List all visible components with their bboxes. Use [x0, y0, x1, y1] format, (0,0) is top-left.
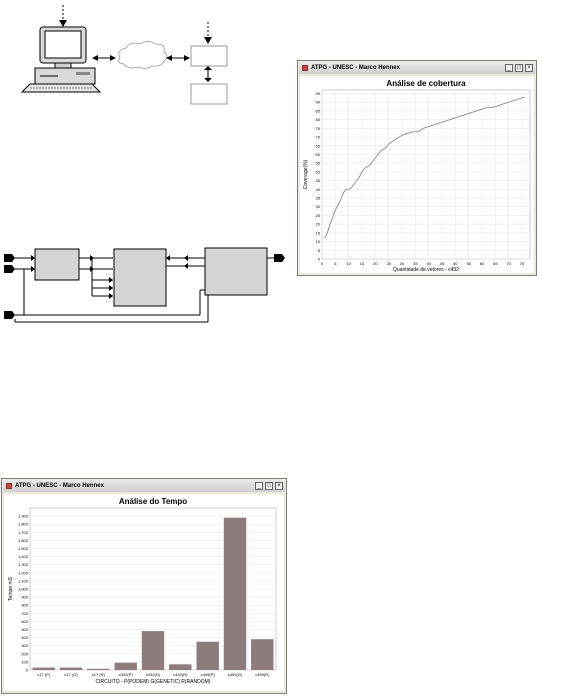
y-tick-label: 0: [25, 667, 28, 673]
x-tick-label: 75: [519, 261, 525, 266]
maximize-button[interactable]: □: [265, 482, 273, 490]
y-tick-label: 0: [317, 256, 320, 262]
x-tick-label: 20: [373, 261, 378, 266]
chart-title: Análise do Tempo: [118, 497, 188, 506]
y-tick-label: 35: [315, 195, 320, 201]
y-tick-label: 200: [21, 651, 28, 657]
block-2: [114, 249, 166, 306]
y-tick-label: 800: [21, 602, 28, 608]
close-button[interactable]: ×: [525, 64, 533, 72]
y-tick-label: 1.600: [17, 537, 28, 543]
y-tick-label: 30: [315, 204, 320, 210]
y-tick-label: 1.900: [17, 513, 28, 519]
plot-frame: [322, 90, 530, 259]
block-1: [35, 249, 79, 280]
maximize-button[interactable]: □: [515, 64, 523, 72]
time-bar: [251, 639, 273, 670]
chart-title: Análise de cobertura: [386, 79, 466, 88]
y-tick-label: 60: [315, 151, 320, 157]
y-tick-label: 75: [315, 125, 320, 131]
block-3: [205, 248, 267, 295]
window-title: ATPG - UNESC - Marco Hennex: [15, 483, 104, 489]
time-bar: [224, 518, 246, 670]
x-tick-label: c499(G): [227, 672, 243, 677]
x-tick-label: 60: [479, 261, 485, 266]
y-tick-label: 100: [21, 659, 28, 665]
app-icon: [302, 65, 308, 71]
x-tick-label: 45: [439, 261, 445, 266]
y-axis-label: Tempo mS: [8, 577, 14, 601]
x-tick-label: 35: [413, 261, 418, 266]
bottom-box: [191, 84, 227, 104]
x-tick-label: 50: [453, 261, 458, 266]
y-tick-label: 1.000: [17, 586, 28, 592]
y-tick-label: 1.200: [17, 570, 28, 576]
x-tick-label: c499(P): [200, 672, 215, 677]
time-bar: [142, 631, 164, 670]
minimize-button[interactable]: _: [255, 482, 263, 490]
top-box: [191, 46, 227, 66]
x-tick-label: 25: [386, 261, 391, 266]
minimize-button[interactable]: _: [505, 64, 513, 72]
x-tick-label: c432(R): [173, 672, 188, 677]
x-tick-label: 70: [506, 261, 511, 266]
y-tick-label: 15: [315, 230, 320, 236]
y-tick-label: 900: [21, 594, 28, 600]
x-tick-label: c432(G): [145, 672, 161, 677]
window-title: ATPG - UNESC - Marco Hennex: [311, 65, 400, 71]
y-tick-label: 50: [315, 169, 320, 175]
time-bar: [115, 663, 137, 670]
y-tick-label: 500: [21, 627, 28, 632]
coverage-window-titlebar[interactable]: [299, 62, 535, 74]
y-tick-label: 40: [315, 186, 320, 192]
y-tick-label: 45: [315, 178, 320, 184]
x-tick-label: c17 (G): [64, 672, 78, 677]
block-diagram: [0, 238, 290, 328]
x-tick-label: 15: [359, 261, 365, 266]
y-tick-label: 400: [21, 635, 28, 641]
y-tick-label: 85: [315, 108, 320, 114]
y-tick-label: 700: [21, 610, 28, 616]
y-tick-label: 1.500: [17, 546, 28, 551]
computer-icon: [22, 27, 100, 92]
x-tick-label: 55: [466, 261, 471, 266]
y-axis-label: Coverage(%): [303, 159, 309, 190]
time-bar: [87, 669, 109, 670]
y-tick-label: 5: [317, 247, 320, 253]
close-button[interactable]: ×: [275, 482, 283, 490]
x-tick-label: c499(R): [255, 672, 270, 677]
x-tick-label: 0: [320, 261, 324, 266]
coverage-chart: [300, 76, 534, 273]
y-tick-label: 95: [315, 90, 320, 96]
y-tick-label: 1.800: [17, 521, 28, 527]
x-tick-label: c17 (P): [37, 672, 51, 677]
cloud-icon: [119, 42, 167, 69]
y-tick-label: 70: [315, 134, 320, 140]
x-tick-label: 5: [334, 261, 337, 266]
y-tick-label: 90: [315, 99, 320, 105]
app-icon: [6, 483, 12, 489]
y-tick-label: 65: [315, 143, 320, 149]
time-window-titlebar[interactable]: [3, 480, 285, 492]
x-tick-label: 30: [399, 261, 405, 266]
y-tick-label: 25: [315, 212, 320, 218]
x-axis-label: CIRCUITO - P(PODEM) G(GENETIC) R(RANDOM): [95, 679, 211, 685]
y-tick-label: 10: [315, 239, 320, 245]
time-bar: [33, 668, 55, 670]
time-bar: [197, 642, 219, 670]
time-chart: [4, 494, 284, 691]
y-tick-label: 55: [315, 160, 320, 166]
y-tick-label: 1.100: [17, 578, 28, 584]
y-tick-label: 20: [315, 221, 320, 227]
x-tick-label: c432(P): [118, 672, 133, 677]
x-tick-label: c17 (R): [91, 672, 105, 677]
time-bar: [169, 664, 191, 670]
y-tick-label: 80: [315, 117, 320, 123]
x-tick-label: 10: [346, 261, 351, 266]
y-tick-label: 600: [21, 618, 28, 624]
time-bar: [60, 668, 82, 670]
y-tick-label: 1.400: [17, 554, 28, 560]
coverage-window: [297, 60, 537, 276]
x-tick-label: 40: [426, 261, 431, 266]
y-tick-label: 1.300: [17, 562, 28, 568]
x-axis-label: Quantidade de vetores - c432: [393, 267, 459, 273]
y-tick-label: 1.700: [17, 529, 28, 535]
x-tick-label: 65: [493, 261, 498, 266]
y-tick-label: 300: [21, 643, 28, 649]
computer-network-diagram: [0, 0, 250, 115]
time-window: [1, 478, 287, 694]
